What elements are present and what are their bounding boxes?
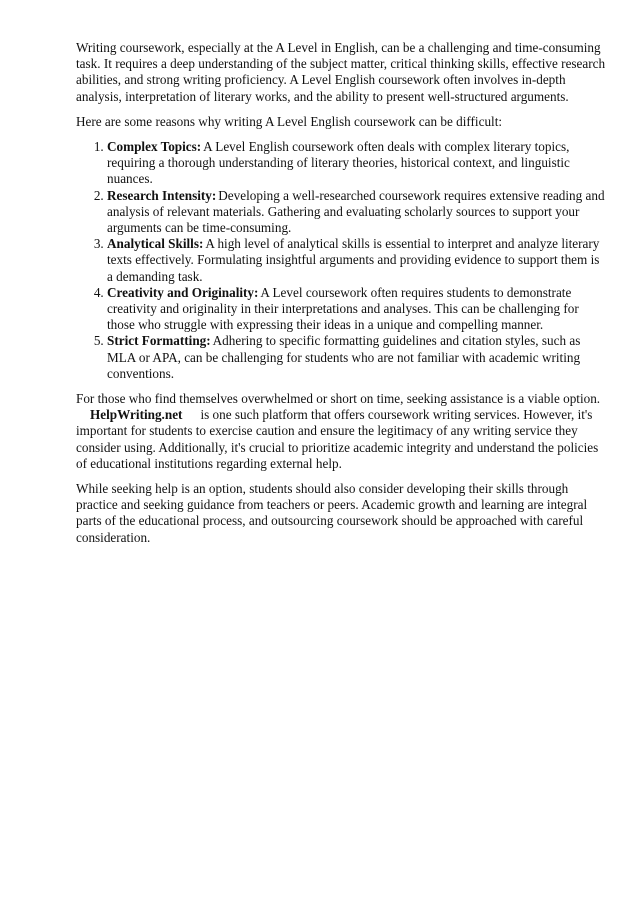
list-item-text: A Level English coursework often deals with complex literary topics, requiring a thorough understanding of literary theories, historical context, and linguistic nuances. (107, 139, 570, 187)
list-item-term: Strict Formatting: (107, 333, 211, 349)
document-page (76, 40, 606, 555)
reasons-intro-paragraph: Here are some reasons why writing A Level English coursework can be difficult: (76, 113, 503, 129)
conclusion-paragraph: While seeking help is an option, students should also consider developing their skills through practice and seeking guidance from teachers or peers. Academic growth and learning are integral parts of the educational process, and outsourcing coursework should be approached with careful consideration. (76, 481, 588, 545)
reasons-list (76, 139, 606, 382)
list-item-term: Analytical Skills: (107, 236, 204, 252)
list-item-term: Creativity and Originality: (107, 284, 259, 300)
assistance-paragraph (76, 391, 606, 472)
list-item-text: A Level coursework often requires students to demonstrate creativity and originality in their interpretations and analyses. This can be challenging for those who struggle with expressing their ideas in a unique and compelling manner. (107, 284, 579, 333)
list-item-text: Adhering to specific formatting guidelines and citation styles, such as MLA or APA, can be challenging for students who are not familiar with academic writing conventions. (107, 333, 581, 381)
list-item (107, 188, 606, 237)
intro-paragraph: Writing coursework, especially at the A Level in English, can be a challenging and time-consuming task. It requires a deep understanding of the subject matter, critical thinking skills, effective research abilities, and strong writing proficiency. A Level English coursework often involves in-depth analysis, interpretation of literary works, and the ability to present well-structured arguments. (76, 40, 606, 104)
list-item (107, 333, 606, 382)
assistance-text-before: For those who find themselves overwhelmed or short on time, seeking assistance is a viable option. (76, 391, 601, 407)
helpwriting-link[interactable]: HelpWriting.net (90, 407, 183, 423)
list-item-text: A high level of analytical skills is essential to interpret and analyze literary texts effectively. Formulating insightful arguments and providing evidence to support them is a demanding task. (107, 236, 600, 284)
list-item-term: Research Intensity: (107, 187, 217, 203)
list-item-text: Developing a well-researched coursework requires extensive reading and analysis of relevant materials. Gathering and evaluating scholarly sources to support your arguments can be time-consuming. (107, 187, 605, 236)
assistance-text-after: is one such platform that offers coursework writing services. However, it's important for students to exercise caution and ensure the legitimacy of any writing service they consider using. Additionally, it's crucial to prioritize academic integrity and understand the policies of educational institutions regarding external help. (76, 407, 599, 471)
list-item-term: Complex Topics: (107, 139, 202, 155)
list-item (107, 236, 606, 285)
list-item (107, 139, 606, 188)
list-item (107, 285, 606, 334)
